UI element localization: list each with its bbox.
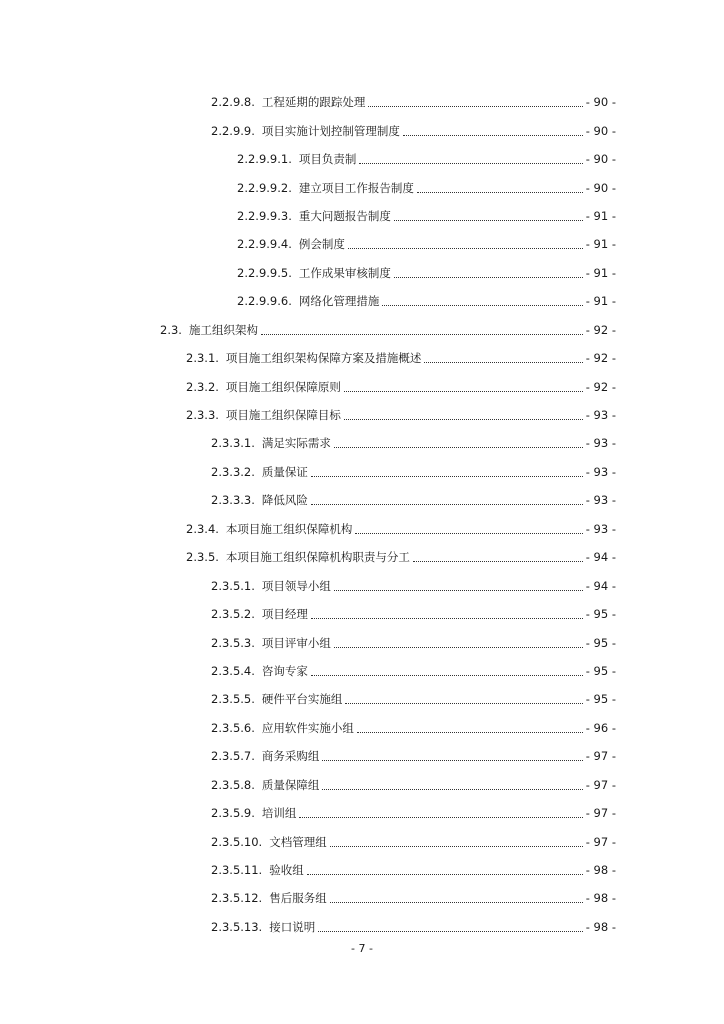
toc-entry-page: - 91 - (585, 265, 616, 280)
toc-dot-leader (311, 674, 583, 676)
toc-entry-number: 2.2.9.9.2. (237, 180, 292, 195)
toc-entry-title: 项目负责制 (298, 152, 357, 167)
toc-entry[interactable] (0, 628, 724, 656)
toc-dot-leader (344, 390, 583, 392)
toc-entry-page: - 94 - (585, 550, 616, 565)
toc-entry[interactable] (0, 913, 724, 941)
toc-entry[interactable] (0, 116, 724, 144)
toc-entry-page: - 91 - (585, 237, 616, 252)
toc-entry[interactable] (0, 600, 724, 628)
toc-entry-title: 降低风险 (261, 493, 308, 508)
toc-entry-number: 2.3.5.8. (211, 777, 255, 792)
toc-entry-title: 硬件平台实施组 (261, 692, 343, 707)
toc-dot-leader (322, 788, 582, 790)
toc-dot-leader (330, 901, 583, 903)
toc-entry-title: 本项目施工组织保障机构职责与分工 (225, 550, 410, 565)
toc-entry-page: - 98 - (585, 919, 616, 934)
toc-entry-title: 满足实际需求 (261, 436, 331, 451)
toc-entry-number: 2.3.5.9. (211, 806, 255, 821)
toc-entry-title: 项目评审小组 (261, 635, 331, 650)
toc-entry-page: - 97 - (585, 749, 616, 764)
toc-entry-title: 项目实施计划控制管理制度 (261, 123, 400, 138)
toc-entry-title: 建立项目工作报告制度 (298, 180, 414, 195)
toc-entry-number: 2.3.5.5. (211, 692, 255, 707)
toc-entry-number: 2.2.9.9.1. (237, 152, 292, 167)
toc-dot-leader (359, 162, 582, 164)
toc-entry[interactable] (0, 486, 724, 514)
toc-dot-leader (334, 446, 583, 448)
toc-entry-number: 2.3.5.11. (211, 863, 263, 878)
toc-dot-leader (413, 560, 583, 562)
toc-entry-title: 培训组 (261, 806, 297, 821)
toc-entry-page: - 90 - (585, 152, 616, 167)
toc-entry[interactable] (0, 344, 724, 372)
toc-dot-leader (311, 617, 583, 619)
toc-entry-number: 2.3.1. (186, 351, 219, 366)
toc-entry-page: - 92 - (585, 322, 616, 337)
toc-dot-leader (424, 361, 582, 363)
toc-entry-number: 2.3.3.1. (211, 436, 255, 451)
toc-entry[interactable] (0, 884, 724, 912)
toc-dot-leader (311, 503, 583, 505)
toc-entry[interactable] (0, 145, 724, 173)
toc-entry-number: 2.3.3.2. (211, 464, 255, 479)
toc-entry-page: - 95 - (585, 663, 616, 678)
page-footer-number: - 7 - (351, 942, 373, 955)
toc-entry[interactable] (0, 316, 724, 344)
toc-dot-leader (344, 418, 583, 420)
toc-dot-leader (261, 333, 583, 335)
toc-dot-leader (355, 532, 582, 534)
toc-entry[interactable] (0, 173, 724, 201)
toc-entry[interactable] (0, 372, 724, 400)
toc-entry-title: 应用软件实施小组 (261, 720, 354, 735)
toc-entry[interactable] (0, 458, 724, 486)
toc-entry-number: 2.2.9.9.6. (237, 294, 292, 309)
toc-dot-leader (307, 873, 583, 875)
toc-entry-number: 2.3. (160, 322, 182, 337)
toc-dot-leader (368, 105, 582, 107)
toc-dot-leader (334, 646, 583, 648)
toc-entry-number: 2.2.9.9.4. (237, 237, 292, 252)
toc-entry-number: 2.2.9.9. (211, 123, 255, 138)
toc-dot-leader (311, 475, 583, 477)
toc-dot-leader (318, 930, 583, 932)
table-of-contents (0, 88, 724, 941)
toc-entry-page: - 93 - (585, 493, 616, 508)
toc-entry-number: 2.3.3. (186, 408, 219, 423)
toc-entry-number: 2.2.9.9.3. (237, 208, 292, 223)
toc-entry-title: 售后服务组 (269, 891, 327, 906)
toc-entry-page: - 94 - (585, 578, 616, 593)
toc-dot-leader (299, 816, 582, 818)
toc-entry-number: 2.3.5.7. (211, 749, 255, 764)
toc-entry-page: - 98 - (585, 891, 616, 906)
toc-entry[interactable] (0, 571, 724, 599)
toc-dot-leader (322, 759, 582, 761)
toc-entry[interactable] (0, 742, 724, 770)
toc-entry-title: 商务采购组 (261, 749, 320, 764)
toc-entry[interactable] (0, 799, 724, 827)
toc-entry-number: 2.3.4. (186, 521, 219, 536)
toc-dot-leader (394, 276, 583, 278)
toc-entry-title: 网络化管理措施 (298, 294, 380, 309)
toc-dot-leader (334, 589, 583, 591)
toc-entry-title: 项目施工组织保障目标 (225, 408, 341, 423)
toc-entry[interactable] (0, 88, 724, 116)
toc-entry-title: 咨询专家 (261, 663, 308, 678)
toc-dot-leader (348, 247, 583, 249)
toc-entry-title: 验收组 (269, 863, 304, 878)
toc-entry-number: 2.3.5. (186, 550, 219, 565)
toc-entry[interactable] (0, 202, 724, 230)
toc-entry-number: 2.3.2. (186, 379, 219, 394)
toc-entry-number: 2.3.5.6. (211, 720, 255, 735)
toc-dot-leader (330, 845, 583, 847)
toc-entry-page: - 95 - (585, 635, 616, 650)
toc-entry-number: 2.3.5.2. (211, 607, 255, 622)
toc-entry-number: 2.3.5.12. (211, 891, 263, 906)
toc-entry-page: - 97 - (585, 806, 616, 821)
toc-entry-page: - 91 - (585, 208, 616, 223)
toc-entry[interactable] (0, 827, 724, 855)
toc-entry-number: 2.3.5.3. (211, 635, 255, 650)
toc-entry-page: - 97 - (585, 777, 616, 792)
toc-entry-title: 项目施工组织架构保障方案及措施概述 (225, 351, 422, 366)
toc-dot-leader (382, 304, 582, 306)
toc-entry[interactable] (0, 856, 724, 884)
toc-entry-page: - 90 - (585, 180, 616, 195)
toc-entry-page: - 92 - (585, 351, 616, 366)
toc-entry-title: 本项目施工组织保障机构 (225, 521, 353, 536)
toc-entry-page: - 93 - (585, 464, 616, 479)
toc-entry-page: - 98 - (585, 863, 616, 878)
toc-entry-number: 2.3.5.13. (211, 919, 263, 934)
toc-dot-leader (357, 731, 583, 733)
toc-entry-title: 重大问题报告制度 (298, 208, 391, 223)
toc-entry-title: 质量保障组 (261, 777, 320, 792)
toc-entry[interactable] (0, 429, 724, 457)
toc-entry-page: - 93 - (585, 408, 616, 423)
toc-entry[interactable] (0, 259, 724, 287)
toc-entry[interactable] (0, 543, 724, 571)
toc-entry[interactable] (0, 230, 724, 258)
toc-entry-number: 2.3.5.10. (211, 834, 263, 849)
toc-dot-leader (403, 134, 583, 136)
toc-entry-page: - 93 - (585, 521, 616, 536)
toc-entry-title: 施工组织架构 (188, 322, 258, 337)
toc-dot-leader (345, 702, 582, 704)
toc-entry-title: 工作成果审核制度 (298, 265, 391, 280)
toc-entry[interactable] (0, 287, 724, 315)
toc-entry-page: - 93 - (585, 436, 616, 451)
toc-entry-page: - 96 - (585, 720, 616, 735)
toc-entry-title: 项目施工组织保障原则 (225, 379, 341, 394)
toc-entry-number: 2.3.5.1. (211, 578, 255, 593)
toc-entry[interactable] (0, 685, 724, 713)
toc-entry-page: - 90 - (585, 123, 616, 138)
toc-entry-title: 工程延期的跟踪处理 (261, 95, 366, 110)
toc-entry-number: 2.3.3.3. (211, 493, 255, 508)
toc-entry-page: - 90 - (585, 95, 616, 110)
toc-entry-page: - 97 - (585, 834, 616, 849)
toc-entry-number: 2.2.9.9.5. (237, 265, 292, 280)
toc-entry-page: - 95 - (585, 607, 616, 622)
toc-entry-title: 例会制度 (298, 237, 345, 252)
toc-entry[interactable] (0, 515, 724, 543)
toc-entry[interactable] (0, 657, 724, 685)
toc-entry-title: 文档管理组 (269, 834, 327, 849)
toc-entry[interactable] (0, 771, 724, 799)
toc-entry-title: 接口说明 (269, 919, 316, 934)
toc-dot-leader (394, 219, 583, 221)
toc-entry-title: 项目经理 (261, 607, 308, 622)
toc-entry-title: 质量保证 (261, 464, 308, 479)
toc-entry-number: 2.3.5.4. (211, 663, 255, 678)
toc-entry[interactable] (0, 401, 724, 429)
toc-entry-title: 项目领导小组 (261, 578, 331, 593)
toc-entry-number: 2.2.9.8. (211, 95, 255, 110)
toc-entry-page: - 95 - (585, 692, 616, 707)
toc-entry-page: - 92 - (585, 379, 616, 394)
toc-entry[interactable] (0, 714, 724, 742)
toc-dot-leader (417, 191, 583, 193)
toc-entry-page: - 91 - (585, 294, 616, 309)
